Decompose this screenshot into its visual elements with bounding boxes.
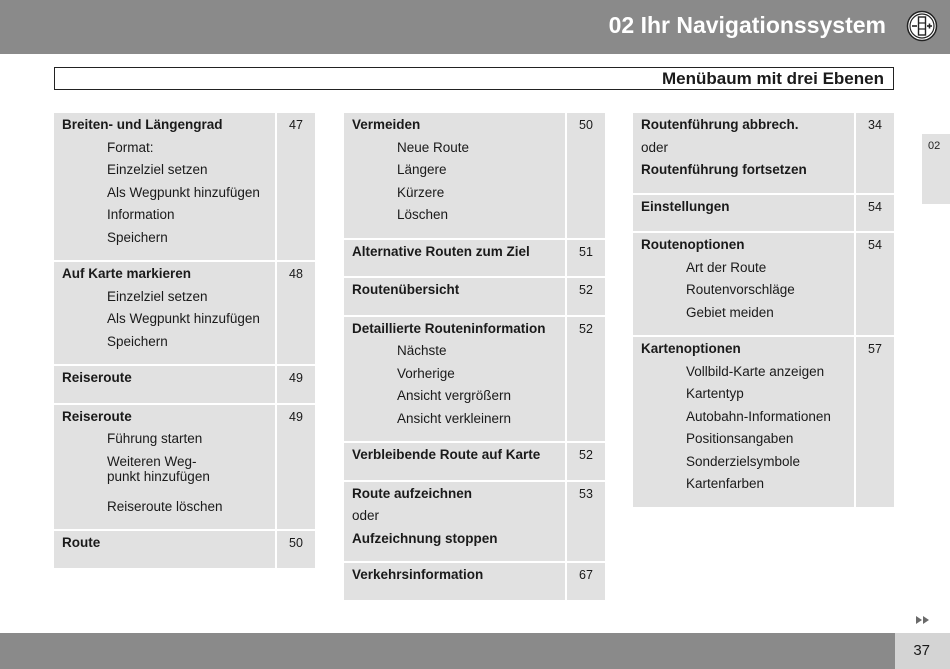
- menu-entry-text-cell: [54, 405, 275, 530]
- menu-entry: [54, 366, 315, 403]
- menu-item-level2: [62, 311, 275, 334]
- menu-entry-text-cell: [633, 195, 854, 232]
- menu-item-level1: [62, 117, 275, 140]
- menu-entry: [344, 113, 605, 238]
- menu-entry-page-number: 51: [567, 240, 605, 277]
- menu-item-level1: [352, 531, 565, 554]
- menu-item-label: Autobahn-Informationen: [686, 408, 831, 424]
- menu-item-level2: [62, 230, 275, 253]
- menu-item-level2: [62, 499, 275, 522]
- chapter-side-tab-label: 02: [928, 140, 941, 152]
- menu-entry: [344, 278, 605, 315]
- menu-item-label: Verkehrsinformation: [352, 567, 484, 582]
- menu-entry-page-number: 52: [567, 443, 605, 480]
- menu-entry-text-cell: [54, 262, 275, 364]
- menu-entry-page-number: 49: [277, 366, 315, 403]
- menu-item-level1: [352, 117, 565, 140]
- menu-item-label: Format:: [107, 139, 154, 155]
- menu-item-label: Kartentyp: [686, 386, 744, 401]
- menu-entry-page-number: 67: [567, 563, 605, 600]
- menu-item-label: Routenübersicht: [352, 282, 460, 297]
- menu-item-level2: [641, 409, 854, 432]
- menu-item-level1: [62, 370, 275, 393]
- section-heading-box: [54, 67, 894, 90]
- menu-item-level1: [641, 341, 854, 364]
- menu-item-level2: [352, 388, 565, 411]
- menu-item-level1: [641, 199, 854, 222]
- menu-item-label: Route: [62, 535, 101, 550]
- menu-entry-page-number: 57: [856, 337, 894, 507]
- menu-item-label: Routenoptionen: [641, 237, 745, 252]
- menu-item-label: Sonderzielsymbole: [686, 453, 801, 469]
- menu-item-label: Verbleibende Route auf Karte: [352, 447, 541, 462]
- menu-item-level2: [641, 260, 854, 283]
- menu-entry: [54, 531, 315, 568]
- menu-entry-page-number: 50: [277, 531, 315, 568]
- menu-item-level2: [352, 411, 565, 434]
- menu-entry: [344, 563, 605, 600]
- menu-item-level2: [641, 364, 854, 387]
- menu-item-label: Gebiet meiden: [686, 304, 774, 320]
- menu-entry-page-number: 53: [567, 482, 605, 562]
- menu-item-label: Vorherige: [397, 365, 455, 381]
- menu-entry-text-cell: [344, 278, 565, 315]
- chapter-side-tab[interactable]: [922, 134, 950, 204]
- menu-item-label: Reiseroute löschen: [107, 498, 223, 514]
- menu-item-label: Kartenoptionen: [641, 341, 741, 356]
- menu-item-level2: [352, 185, 565, 208]
- menu-item-level1: [352, 321, 565, 344]
- menu-item-label: Routenführung fortsetzen: [641, 162, 807, 177]
- menu-item-label: Auf Karte markieren: [62, 266, 192, 281]
- section-title: Menübaum mit drei Ebenen: [662, 69, 884, 88]
- menu-item-label: Reiseroute: [62, 408, 132, 424]
- menu-item-label: Längere: [397, 162, 447, 177]
- menu-entry: [633, 233, 894, 335]
- menu-item-label: Einzelziel setzen: [107, 288, 208, 304]
- menu-item-label: oder: [641, 139, 669, 155]
- menu-entry: [344, 482, 605, 562]
- menu-item-label: Routenführung abbrech.: [641, 117, 799, 132]
- double-triangle-right-icon: [915, 615, 931, 625]
- menu-item-label: Reiseroute: [62, 370, 132, 385]
- menu-item-level2: [62, 431, 275, 454]
- menu-entry-page-number: 47: [277, 113, 315, 260]
- menu-entry: [633, 337, 894, 507]
- menu-item-level2: [352, 162, 565, 185]
- menu-item-label: Nächste: [397, 343, 447, 358]
- menu-item-level1: [352, 244, 565, 267]
- footer-bar: [0, 633, 950, 669]
- menu-item-label: Neue Route: [397, 139, 470, 155]
- menu-column-3: [633, 113, 894, 509]
- menu-entry-text-cell: [344, 563, 565, 600]
- menu-item-level2: [62, 140, 275, 163]
- menu-item-label: Führung starten: [107, 431, 203, 446]
- menu-item-label: Löschen: [397, 207, 449, 222]
- menu-item-label: Einzelziel setzen: [107, 162, 208, 177]
- menu-item-label: Detaillierte Routeninformation: [352, 320, 546, 336]
- menu-item-level2: [62, 454, 275, 499]
- menu-item-level2: [62, 289, 275, 312]
- menu-entry-text-cell: [54, 531, 275, 568]
- menu-entry-page-number: 52: [567, 278, 605, 315]
- menu-item-label: Information: [107, 207, 175, 222]
- menu-item-label: Alternative Routen zum Ziel: [352, 243, 530, 259]
- menu-item-level1: [352, 447, 565, 470]
- menu-entry: [54, 113, 315, 260]
- menu-entry: [344, 317, 605, 442]
- menu-entry-text-cell: [344, 113, 565, 238]
- footer-page-box: [895, 633, 950, 669]
- menu-item-level2: [641, 282, 854, 305]
- menu-item-level1: [641, 117, 854, 140]
- header-bar: [0, 0, 950, 54]
- menu-entry-page-number: 52: [567, 317, 605, 442]
- menu-item-label: Positionsangaben: [686, 431, 794, 446]
- menu-entry-text-cell: [344, 317, 565, 442]
- menu-item-separator-oder: [352, 508, 565, 531]
- menu-item-label: Ansicht verkleinern: [397, 410, 512, 426]
- menu-item-label: Kürzere: [397, 184, 445, 200]
- menu-item-level2: [62, 162, 275, 185]
- menu-item-label: Ansicht vergrößern: [397, 388, 512, 403]
- menu-item-level1: [62, 535, 275, 558]
- menu-entry: [54, 405, 315, 530]
- menu-entry-page-number: 54: [856, 195, 894, 232]
- menu-item-label: Als Wegpunkt hinzufügen: [107, 184, 260, 200]
- menu-item-label: Kartenfarben: [686, 476, 765, 491]
- menu-item-level2: [352, 343, 565, 366]
- menu-entry-text-cell: [54, 366, 275, 403]
- menu-item-level2: [62, 185, 275, 208]
- menu-item-level1: [352, 486, 565, 509]
- menu-item-label: Breiten- und Längengrad: [62, 117, 223, 132]
- menu-item-label: Als Wegpunkt hinzufügen: [107, 311, 260, 326]
- menu-entry: [54, 262, 315, 364]
- menu-item-label: Vollbild-Karte anzeigen: [686, 363, 825, 379]
- menu-entry-page-number: 50: [567, 113, 605, 238]
- menu-item-label: Einstellungen: [641, 198, 730, 214]
- menu-item-level1: [641, 162, 854, 185]
- chapter-title: 02 Ihr Navigationssystem: [608, 12, 886, 38]
- menu-item-label: Routenvorschläge: [686, 282, 795, 297]
- menu-item-level2: [62, 334, 275, 357]
- menu-entry-text-cell: [633, 233, 854, 335]
- menu-entry-page-number: 54: [856, 233, 894, 335]
- menu-item-level1: [352, 282, 565, 305]
- menu-entry: [344, 443, 605, 480]
- menu-item-level2: [352, 366, 565, 389]
- menu-column-1: [54, 113, 315, 570]
- menu-item-label: Vermeiden: [352, 117, 421, 132]
- menu-entry-text-cell: [633, 113, 854, 193]
- menu-entry-text-cell: [54, 113, 275, 260]
- menu-entry-text-cell: [344, 482, 565, 562]
- menu-entry-page-number: 34: [856, 113, 894, 193]
- menu-item-level2: [641, 454, 854, 477]
- menu-item-label: Route aufzeichnen: [352, 485, 473, 501]
- menu-entry-text-cell: [344, 240, 565, 277]
- navigation-system-icon: [906, 10, 938, 42]
- menu-entry: [633, 195, 894, 232]
- menu-item-separator-oder: [641, 140, 854, 163]
- menu-item-label: Art der Route: [686, 259, 767, 275]
- menu-item-label: oder: [352, 508, 380, 523]
- menu-item-level2: [641, 431, 854, 454]
- menu-entry-page-number: 49: [277, 405, 315, 530]
- menu-item-level2: [352, 140, 565, 163]
- menu-column-2: [344, 113, 605, 602]
- menu-entry-text-cell: [344, 443, 565, 480]
- menu-item-label: Aufzeichnung stoppen: [352, 530, 498, 546]
- menu-item-level2: [641, 476, 854, 499]
- menu-item-level1: [62, 409, 275, 432]
- menu-item-level1: [62, 266, 275, 289]
- menu-item-level2: [62, 207, 275, 230]
- menu-item-level2: [352, 207, 565, 230]
- menu-entry: [633, 113, 894, 193]
- menu-item-level2: [641, 386, 854, 409]
- menu-item-label: Weiteren Weg- punkt hinzufügen: [107, 453, 210, 484]
- menu-item-label: Speichern: [107, 333, 168, 349]
- menu-item-label: Speichern: [107, 229, 168, 245]
- menu-entry: [344, 240, 605, 277]
- menu-entry-page-number: 48: [277, 262, 315, 364]
- page-number: 37: [913, 642, 930, 659]
- menu-item-level2: [641, 305, 854, 328]
- menu-entry-text-cell: [633, 337, 854, 507]
- menu-item-level1: [641, 237, 854, 260]
- menu-item-level1: [352, 567, 565, 590]
